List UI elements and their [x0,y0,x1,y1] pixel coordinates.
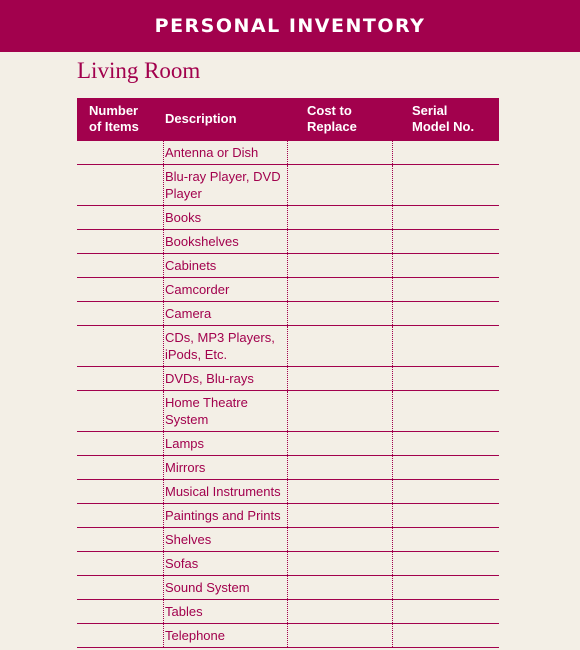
description-cell [164,624,288,647]
description-cell [164,391,288,431]
cost-to-replace-cell[interactable] [288,367,393,390]
number-of-items-cell[interactable] [77,528,164,551]
description-text: Home Theatre System [165,395,248,427]
serial-model-cell[interactable] [393,165,499,205]
table-row [77,254,499,278]
header-line: Cost to [307,103,352,118]
header-description [164,98,288,140]
table-header [77,98,499,140]
table-row [77,141,499,165]
table-row [77,480,499,504]
description-text: Camera [165,306,212,321]
description-text: DVDs, Blu-rays [165,371,254,386]
number-of-items-cell[interactable] [77,624,164,647]
table-row [77,391,499,432]
cost-to-replace-cell[interactable] [288,600,393,623]
description-cell [164,326,288,366]
table-row [77,278,499,302]
table-row [77,576,499,600]
number-of-items-cell[interactable] [77,278,164,301]
title-banner [0,0,580,52]
description-text: Player [165,186,202,201]
cost-to-replace-cell[interactable] [288,432,393,455]
number-of-items-cell[interactable] [77,141,164,164]
number-of-items-cell[interactable] [77,576,164,599]
table-row [77,552,499,576]
serial-model-cell[interactable] [393,456,499,479]
table-row [77,206,499,230]
description-text: Tables [165,604,203,619]
description-cell [164,141,288,164]
description-cell [164,432,288,455]
table-row [77,528,499,552]
description-cell [164,552,288,575]
table-row [77,302,499,326]
table-row [77,230,499,254]
cost-to-replace-cell[interactable] [288,528,393,551]
cost-to-replace-cell[interactable] [288,504,393,527]
serial-model-cell[interactable] [393,600,499,623]
number-of-items-cell[interactable] [77,600,164,623]
cost-to-replace-cell[interactable] [288,391,393,431]
description-text: Sofas [165,556,199,571]
serial-model-cell[interactable] [393,552,499,575]
table-row [77,504,499,528]
description-text: Bookshelves [165,234,239,249]
header-line: Number [89,103,139,118]
header-number-of-items [77,98,164,140]
description-cell [164,165,288,205]
header-line: Replace [307,119,357,134]
description-text: Lamps [165,436,205,451]
header-cost-to-replace [288,98,393,140]
cost-to-replace-cell[interactable] [288,302,393,325]
serial-model-cell[interactable] [393,326,499,366]
description-cell [164,576,288,599]
cost-to-replace-cell[interactable] [288,552,393,575]
cost-to-replace-cell[interactable] [288,456,393,479]
number-of-items-cell[interactable] [77,206,164,229]
serial-model-cell[interactable] [393,367,499,390]
table-body [77,140,499,648]
cost-to-replace-cell[interactable] [288,230,393,253]
serial-model-cell[interactable] [393,278,499,301]
description-cell [164,206,288,229]
cost-to-replace-cell[interactable] [288,206,393,229]
serial-model-cell[interactable] [393,432,499,455]
description-text: Shelves [165,532,212,547]
description-text: CDs, MP3 Players, [165,330,275,345]
serial-model-cell[interactable] [393,206,499,229]
table-row [77,624,499,648]
cost-to-replace-cell[interactable] [288,254,393,277]
description-text: Mirrors [165,460,206,475]
description-text: Blu-ray Player, DVD [165,169,281,184]
header-serial-model-no [393,98,499,140]
description-cell [164,230,288,253]
description-cell [164,480,288,503]
number-of-items-cell[interactable] [77,504,164,527]
cost-to-replace-cell[interactable] [288,165,393,205]
number-of-items-cell[interactable] [77,456,164,479]
header-line: Serial [412,103,448,118]
description-text: Sound System [165,580,250,595]
table-row [77,367,499,391]
description-text: Musical Instruments [165,484,281,499]
number-of-items-cell[interactable] [77,552,164,575]
number-of-items-cell[interactable] [77,480,164,503]
serial-model-cell[interactable] [393,141,499,164]
table-row [77,600,499,624]
serial-model-cell[interactable] [393,576,499,599]
cost-to-replace-cell[interactable] [288,576,393,599]
header-line: Description [165,111,237,126]
cost-to-replace-cell[interactable] [288,624,393,647]
cost-to-replace-cell[interactable] [288,278,393,301]
serial-model-cell[interactable] [393,504,499,527]
description-text: Cabinets [165,258,217,273]
description-cell [164,504,288,527]
description-cell [164,254,288,277]
inventory-table [77,98,499,648]
number-of-items-cell[interactable] [77,254,164,277]
serial-model-cell[interactable] [393,230,499,253]
description-text: Telephone [165,628,225,643]
description-cell [164,278,288,301]
serial-model-cell[interactable] [393,528,499,551]
number-of-items-cell[interactable] [77,326,164,366]
serial-model-cell[interactable] [393,624,499,647]
table-row [77,456,499,480]
description-cell [164,528,288,551]
page-title: PERSONAL INVENTORY [154,15,426,37]
description-text: Paintings and Prints [165,508,281,523]
header-line: Model No. [412,119,475,134]
description-cell [164,600,288,623]
description-text: iPods, Etc. [165,347,228,362]
number-of-items-cell[interactable] [77,367,164,390]
serial-model-cell[interactable] [393,391,499,431]
serial-model-cell[interactable] [393,302,499,325]
number-of-items-cell[interactable] [77,230,164,253]
serial-model-cell[interactable] [393,254,499,277]
cost-to-replace-cell[interactable] [288,326,393,366]
description-cell [164,367,288,390]
serial-model-cell[interactable] [393,480,499,503]
cost-to-replace-cell[interactable] [288,480,393,503]
table-row [77,432,499,456]
table-row [77,165,499,206]
description-text: Books [165,210,202,225]
description-text: Antenna or Dish [165,145,259,160]
header-line: of Items [89,119,139,134]
number-of-items-cell[interactable] [77,391,164,431]
number-of-items-cell[interactable] [77,302,164,325]
description-cell [164,456,288,479]
number-of-items-cell[interactable] [77,432,164,455]
description-text: Camcorder [165,282,230,297]
table-row [77,326,499,367]
section-title: Living Room [77,58,201,83]
number-of-items-cell[interactable] [77,165,164,205]
description-cell [164,302,288,325]
cost-to-replace-cell[interactable] [288,141,393,164]
